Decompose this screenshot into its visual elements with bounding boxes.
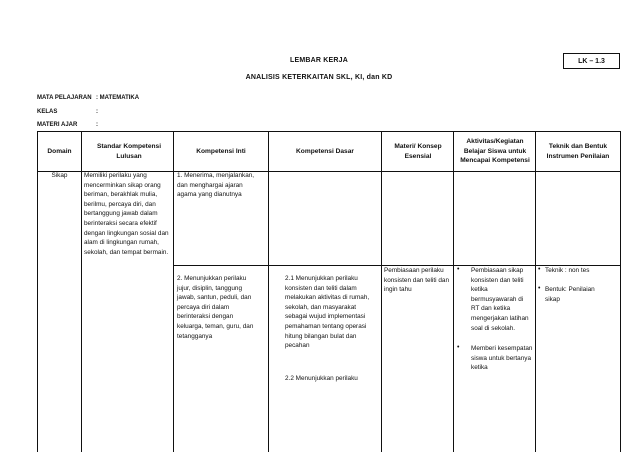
document-title: LEMBAR KERJA (289, 57, 348, 64)
ki-cell-2: 2. Menunjukkan perilaku jujur, disiplin, tanggung jawab, santun, peduli, dan percaya diri dalam berinteraksi dengan keluarga, teman, guru, dan tetangganya (177, 275, 254, 340)
skl-cell: Memiliki perilaku yang mencerminkan sikap orang beriman, berakhlak mulia, berilmu, percaya diri, dan bertanggung jawab dalam berinteraksi secara efektif dengan lingkungan sosial dan alam di lingkungan rumah, sekolah, dan tempat bermain. (84, 172, 169, 256)
materi-cell: Pembiasaan perilaku konsisten dan teliti dan ingin tahu (384, 267, 450, 294)
kd-cell-2-2: 2.2 Menunjukkan perilaku (285, 375, 358, 382)
header-kd: Kompetensi Dasar (296, 147, 354, 155)
header-skl: Standar Kompetensi Lulusan (96, 143, 162, 160)
header-materi: Materi/ Konsep Esensial (394, 143, 442, 160)
table-border (81, 131, 82, 452)
table-border (620, 131, 621, 452)
kd-cell-2-1: 2.1 Menunjukkan perilaku konsisten dan teliti dalam melakukan aktivitas di rumah, sekolah, dan masyarakat sebagai wujud implementasi pemahaman tentang operasi hitung bilangan bulat dan pecahan (285, 275, 370, 350)
meta-class-value: : (96, 109, 98, 115)
meta-material (37, 122, 98, 128)
table-border (535, 131, 536, 452)
meta-subject-label: MATA PELAJARAN (37, 95, 92, 101)
table-border (453, 131, 454, 452)
meta-class-label: KELAS (37, 109, 58, 115)
bullet-icon: • (457, 344, 460, 351)
domain-cell: Sikap (51, 172, 68, 179)
meta-material-value: : (96, 122, 98, 128)
bullet-icon: • (538, 285, 541, 292)
table-border (268, 131, 269, 452)
meta-subject (37, 95, 139, 101)
teknik-item-1: Teknik : non tes (545, 267, 590, 274)
header-ki: Kompetensi Inti (196, 147, 246, 155)
header-teknik: Teknik dan Bentuk Instrumen Penilaian (546, 143, 610, 160)
ki-cell-1: 1. Menerima, menjalankan, dan menghargai ajaran agama yang dianutnya (177, 172, 255, 199)
header-domain: Domain (47, 147, 72, 155)
meta-class (37, 109, 98, 115)
table-border (381, 131, 382, 452)
worksheet-code-box (563, 53, 620, 69)
worksheet-code: LK – 1.3 (578, 57, 605, 65)
table-border (173, 131, 174, 452)
meta-subject-value: : MATEMATIKA (96, 95, 140, 101)
teknik-item-2: Bentuk: Penilaian sikap (545, 286, 595, 303)
meta-material-label: MATERI AJAR (37, 122, 78, 128)
bullet-icon: • (538, 266, 541, 273)
aktivitas-item-2: Memberi kesempatan siswa untuk bertanya ketika (471, 345, 533, 372)
bullet-icon: • (457, 266, 460, 273)
header-aktivitas: Aktivitas/Kegiatan Belajar Siswa untuk Mencapai Kompetensi (460, 138, 530, 165)
aktivitas-item-1: Pembiasaan sikap konsisten dan teliti ketika bermusyawarah di RT dan ketika mengerjakan latihan soal di sekolah. (471, 267, 529, 332)
document-subtitle: ANALISIS KETERKAITAN SKL, KI, dan KD (245, 74, 393, 81)
